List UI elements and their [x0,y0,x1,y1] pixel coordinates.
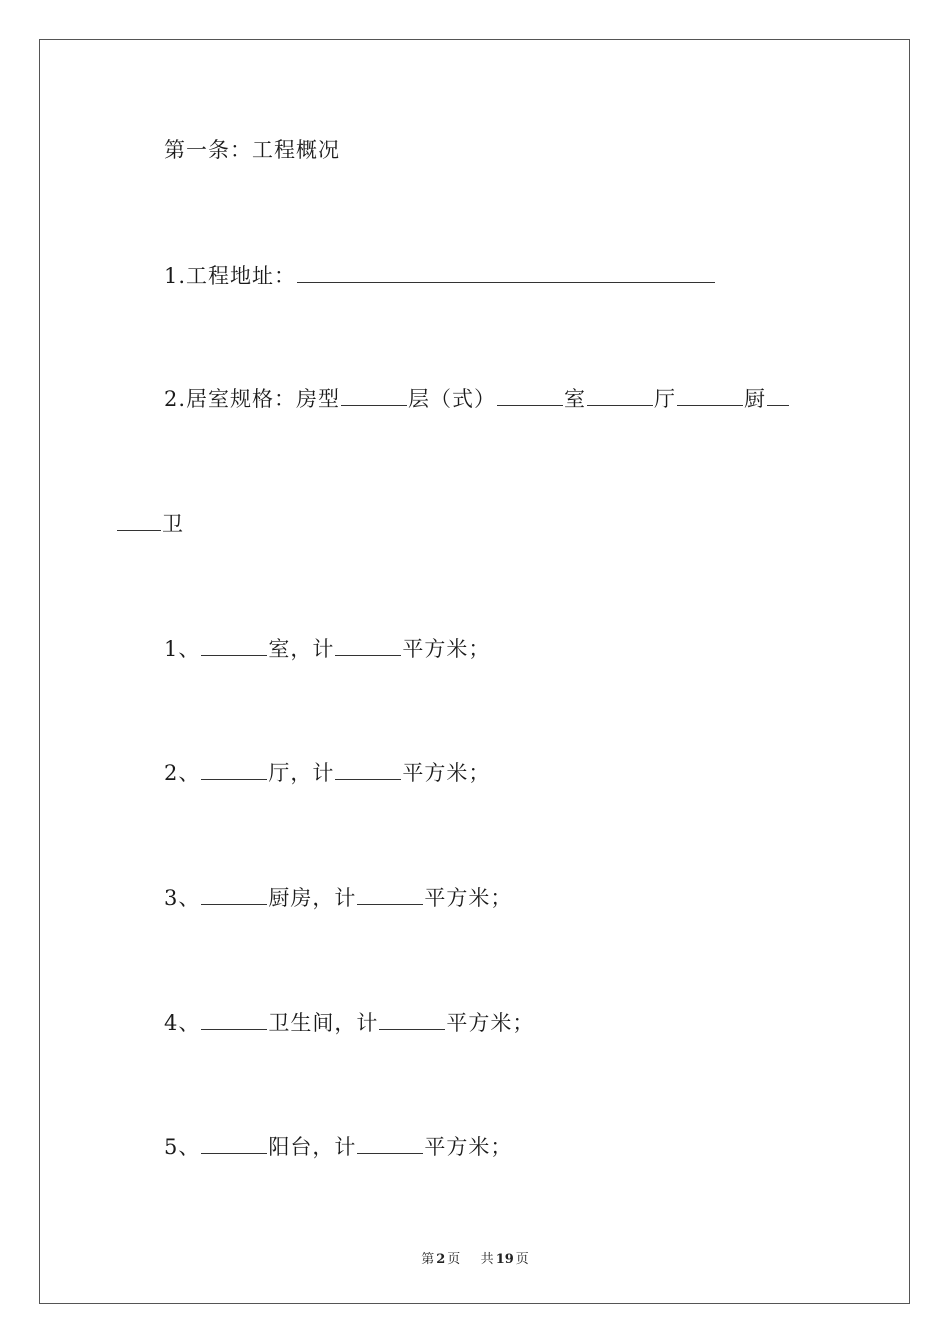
address-line [164,262,716,289]
total-indicator [479,1252,531,1267]
list-item [164,1133,512,1160]
item-number: 4、 [164,1011,201,1035]
section-title-text: 第一条：工程概况 [164,138,340,162]
address-label: 1.工程地址： [164,264,297,288]
item-area-blank[interactable] [335,635,401,656]
item-unit: 平方米； [446,1011,535,1035]
spec-text-5: 卫 [162,512,184,536]
spec-text-1: 层（式） [408,387,497,411]
list-item [164,759,490,786]
item-name: 室，计 [268,637,335,661]
item-name: 卫生间，计 [268,1011,379,1035]
spec-label: 2.居室规格：房型 [164,387,341,411]
item-count-blank[interactable] [201,635,267,656]
item-area-blank[interactable] [335,759,401,780]
item-number: 2、 [164,761,201,785]
page-number: 2 [436,1252,446,1267]
item-count-blank[interactable] [201,1009,267,1030]
item-name: 厅，计 [268,761,335,785]
item-number: 3、 [164,886,201,910]
spec-blank-3[interactable] [587,385,653,406]
address-blank[interactable] [297,262,715,283]
spec-blank-4[interactable] [677,385,743,406]
page-footer [0,1248,950,1267]
spec-text-3: 厅 [654,387,677,411]
item-unit: 平方米； [402,761,491,785]
spec-blank-2[interactable] [497,385,563,406]
item-count-blank[interactable] [201,759,267,780]
spec-text-4: 厨 [744,387,767,411]
item-name: 厨房，计 [268,886,357,910]
item-count-blank[interactable] [201,1133,267,1154]
page-border [39,39,910,1304]
item-area-blank[interactable] [357,1133,423,1154]
item-unit: 平方米； [424,886,513,910]
item-count-blank[interactable] [201,884,267,905]
spec-blank-5b[interactable] [117,510,161,531]
list-item [164,884,512,911]
total-suffix: 页 [515,1252,529,1267]
list-item [164,1009,534,1036]
item-unit: 平方米； [424,1135,513,1159]
item-area-blank[interactable] [357,884,423,905]
item-name: 阳台，计 [268,1135,357,1159]
page-indicator [419,1252,462,1267]
item-number: 1、 [164,637,201,661]
item-number: 5、 [164,1135,201,1159]
spec-line [164,385,790,412]
item-unit: 平方米； [402,637,491,661]
item-area-blank[interactable] [379,1009,445,1030]
page-prefix: 第 [421,1252,435,1267]
spec-blank-1[interactable] [341,385,407,406]
spec-text-2: 室 [564,387,587,411]
page-suffix: 页 [447,1252,461,1267]
total-prefix: 共 [480,1252,494,1267]
spec-blank-5a[interactable] [767,385,789,406]
list-item [164,635,490,662]
spec-line-cont [116,510,184,537]
total-number: 19 [495,1252,514,1267]
section-title [164,137,340,163]
